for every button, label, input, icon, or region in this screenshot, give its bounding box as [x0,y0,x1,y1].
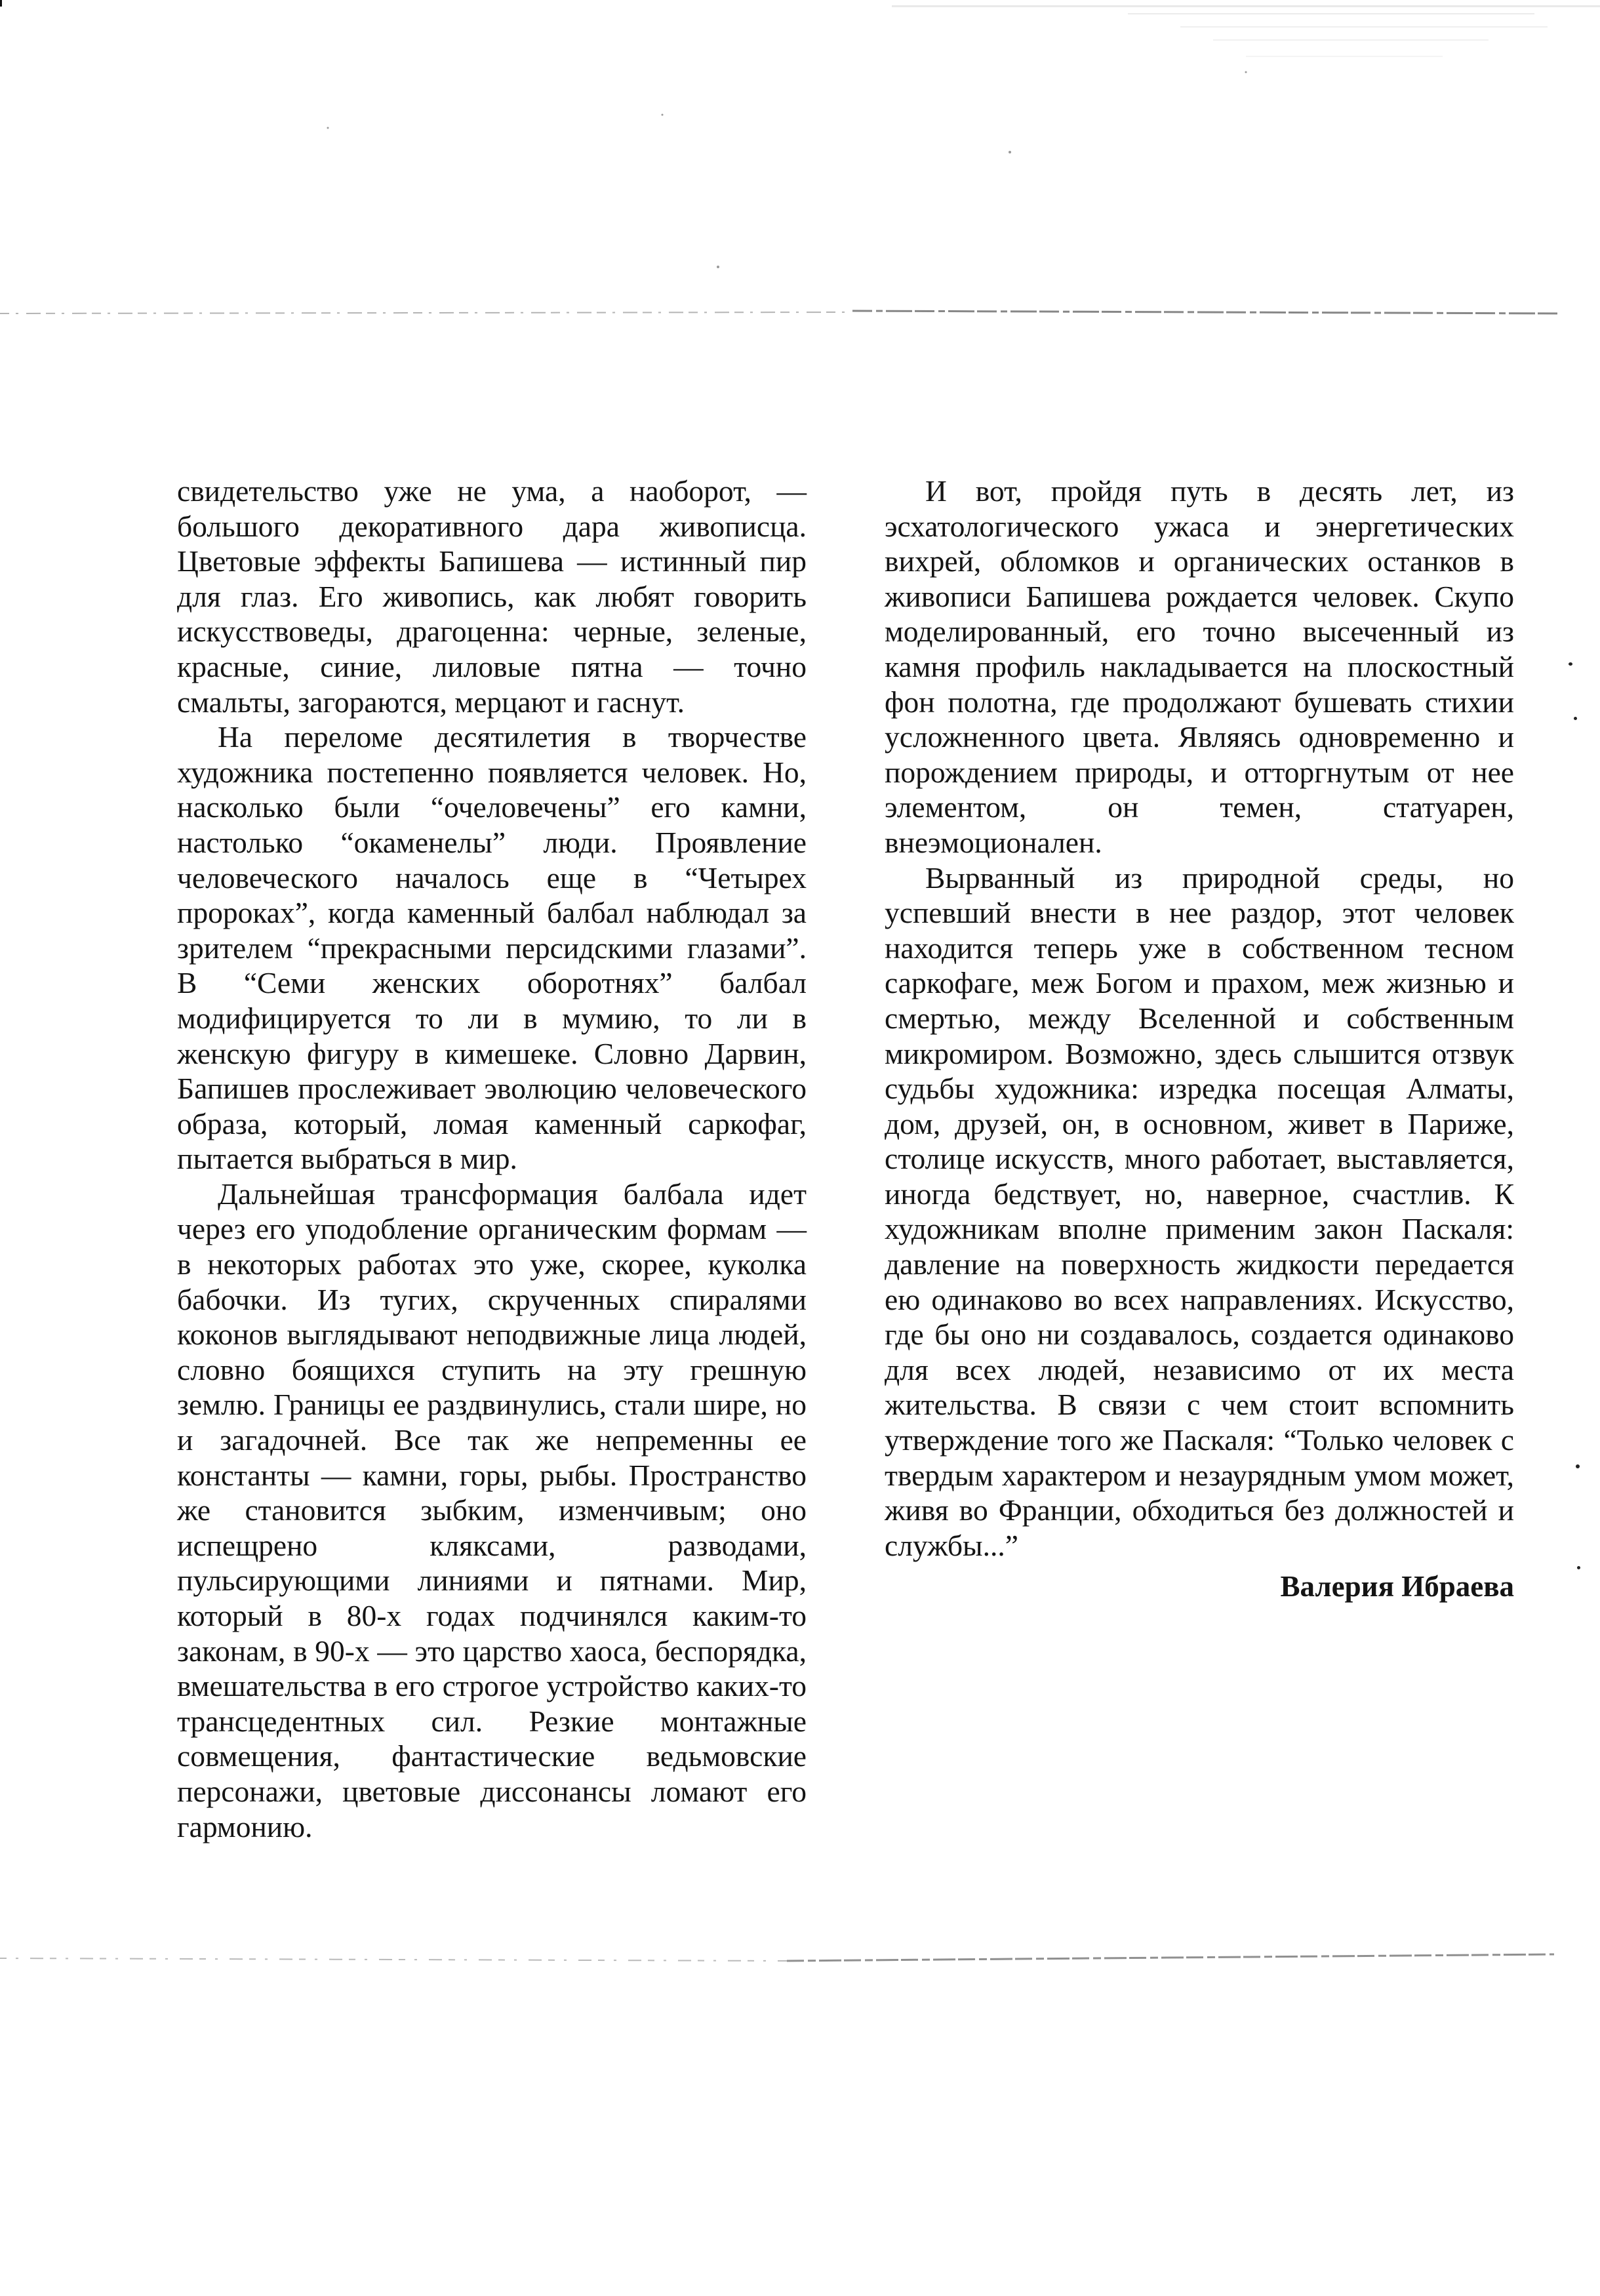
article-paragraph: Вырванный из природной среды, но успевший внести в нее раздор, этот человек находится теперь уже в собственном тесном саркофаге, меж Богом и прахом, меж жизнью и смертью, между Вселенной и собственным микромиром. Возможно, здесь слышится отзвук судьбы художника: изредка посещая Алматы, дом, друзей, он, в основном, живет в Париже, столице искусств, много работает, выставляется, иногда бедствует, но, наверное, счастлив. К художникам вполне применим закон Паскаля: давление на поверхность жидкости передается ею одинаково во всех направлениях. Искусство, где бы оно ни создавалось, создается одинаково для всех людей, независимо от их места жительства. В связи с чем стоит вспомнить утверждение того же Паскаля: “Только человек с твердым характером и незаурядным умом может, живя во Франции, обходиться без должностей и службы...” [885,860,1514,1562]
article-paragraph: На переломе десятилетия в творчестве художника постепенно появляется человек. Но, насколько были “очеловечены” его камни, настолько “окаменелы” люди. Проявление человеческого началось еще в “Четырех пророках”, когда каменный балбал наблюдал за зрителем “прекрасными персидскими глазами”. В “Семи женских оборотнях” балбал модифицируется то ли в мумию, то ли в женскую фигуру в кимешеке. Словно Дарвин, Бапишев прослеживает эволюцию человеческого образа, который, ломая каменный саркофаг, пытается выбраться в мир. [177,720,807,1176]
article-column-left [177,473,807,1844]
author-signature: Валерия Ибраева [1280,1570,1514,1603]
article-column-right [885,473,1514,1605]
article-paragraph: И вот, пройдя путь в десять лет, из эсхатологического ужаса и энергетических вихрей, обломков и органических останков в живописи Бапишева рождается человек. Скупо моделированный, его точно высеченный из камня профиль накладывается на плоскостный фон полотна, где продолжают бушевать стихии усложненного цвета. Являясь одновременно и порождением природы, и отторгнутым от нее элементом, он темен, статуарен, внеэмоционален. [885,474,1514,859]
scan-speck [1574,717,1577,720]
scan-artifact-top [0,0,1600,341]
scan-artifact-bottom [0,1935,1600,1987]
scan-speck [1576,1464,1580,1468]
scan-speck [1569,662,1572,666]
scan-speck [1577,1566,1580,1569]
article-paragraph: Дальнейшая трансформация балбала идет через его уподобление органическим формам — в некоторых работах это уже, скорее, куколка бабочки. Из тугих, скрученных спиралями коконов выглядывают неподвижные лица людей, словно боящихся ступить на эту грешную землю. Границы ее раздвинулись, стали шире, но и загадочней. Все так же непременны ее константы — камни, горы, рыбы. Пространство же становится зыбким, изменчивым; оно испещрено кляксами, разводами, пульсирующими линиями и пятнами. Мир, который в 80-х годах подчинялся каким-то законам, в 90-х — это царство хаоса, беспорядка, вмешательства в его строгое устройство каких-то трансцедентных сил. Резкие монтажные совмещения, фантастические ведьмовские персонажи, цветовые диссонансы ломают его гармонию. [177,1177,807,1843]
article-paragraph: свидетельство уже не ума, а наоборот, — большого декоративного дара живописца. Цветовые эффекты Бапишева — истинный пир для глаз. Его живопись, как любят говорить искусствоведы, драгоценна: черные, зеленые, красные, синие, лиловые пятна — точно смальты, загораются, мерцают и гаснут. [177,474,807,719]
